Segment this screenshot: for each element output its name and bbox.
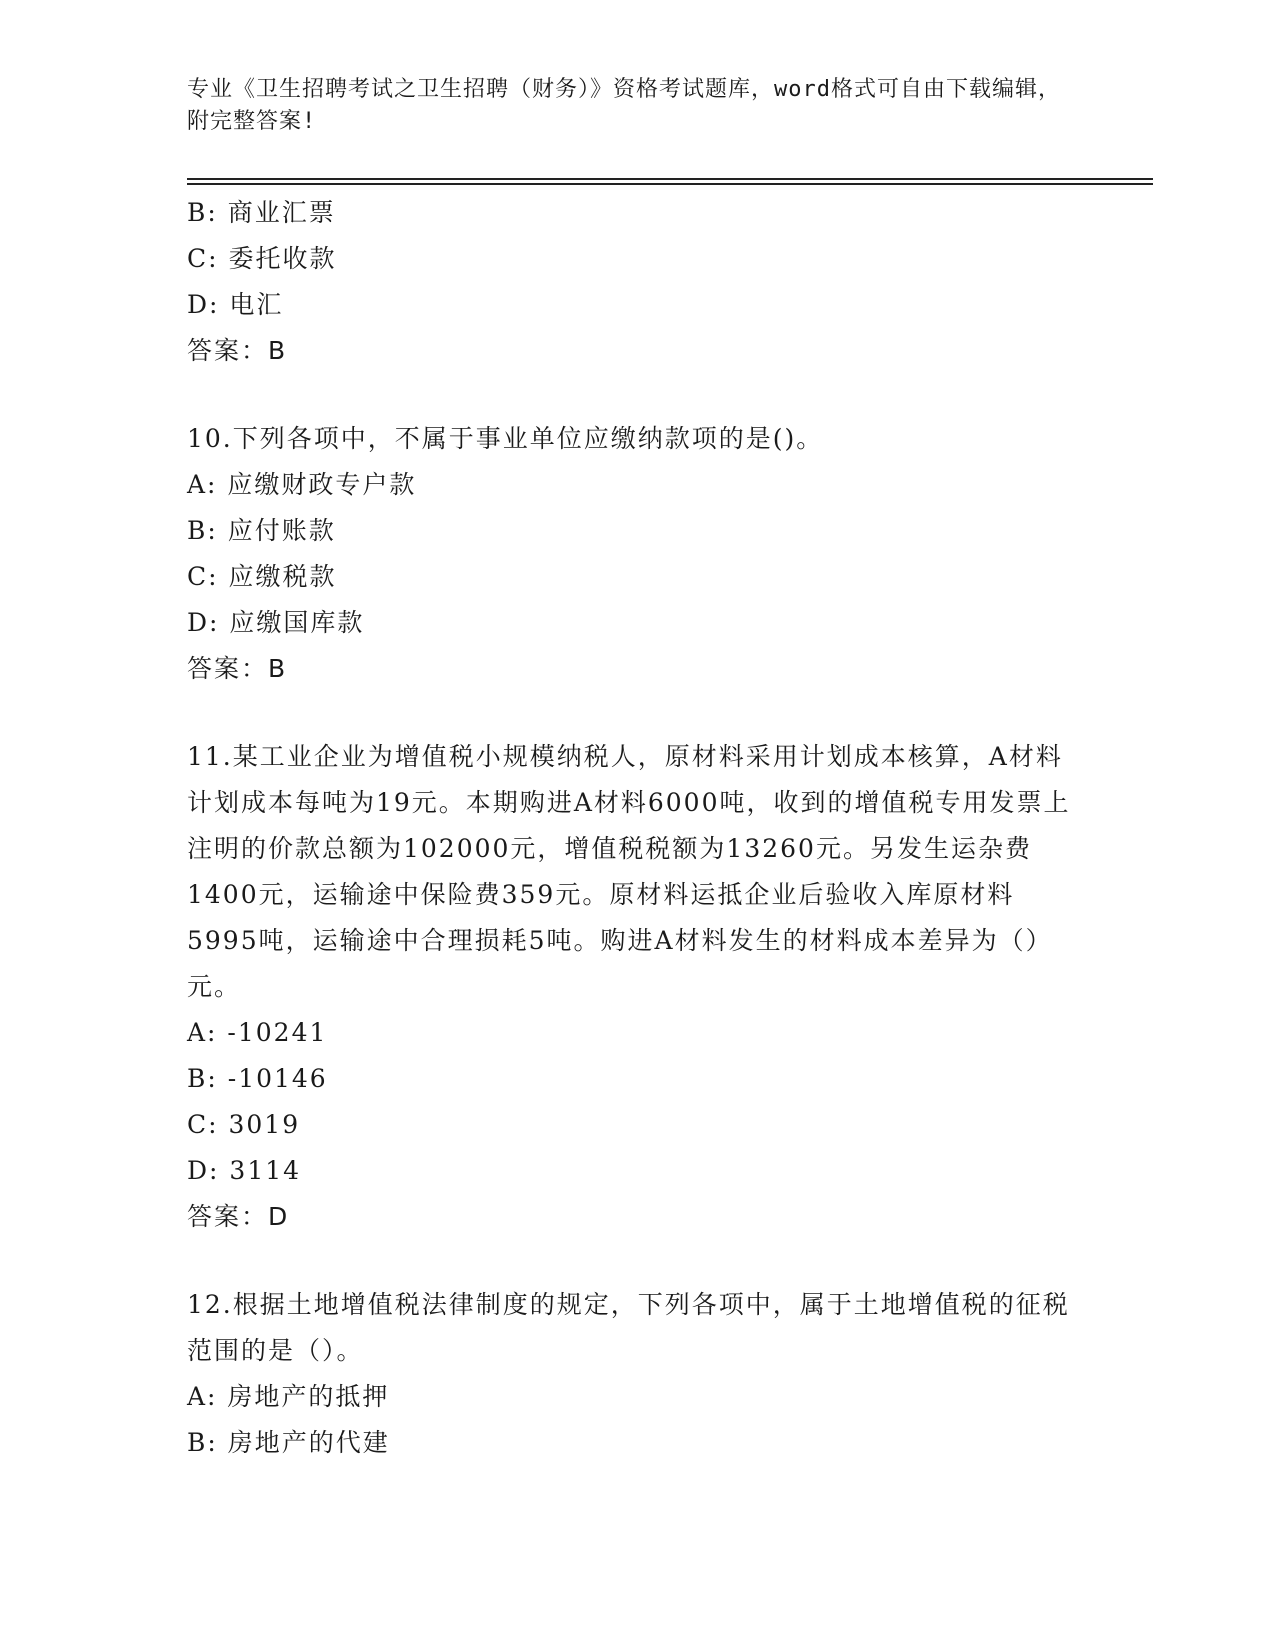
question-block-9 [187,190,1087,374]
option-c: C: 应缴税款 [187,562,337,591]
answer-line: 答案：B [187,336,288,365]
answer-line: 答案：B [187,654,288,683]
option-a: A: 应缴财政专户款 [187,470,417,499]
question-list [187,190,1087,1466]
option-b: B: 商业汇票 [187,198,336,227]
option-c: C: 委托收款 [187,244,337,273]
option-d: D: 3114 [187,1156,302,1185]
option-b: B: 房地产的代建 [187,1428,390,1457]
option-a: A: 房地产的抵押 [187,1382,390,1411]
document-header: 专业《卫生招聘考试之卫生招聘（财务）》资格考试题库，word格式可自由下载编辑，附完整答案! [187,77,1061,134]
question-stem: 10.下列各项中，不属于事业单位应缴纳款项的是()。 [187,424,824,453]
answer-line: 答案：D [187,1202,290,1231]
header-divider-top [187,178,1153,180]
question-block-12 [187,1282,1087,1466]
option-d: D: 电汇 [187,290,284,319]
question-stem: 12.根据土地增值税法律制度的规定，下列各项中，属于土地增值税的征税范围的是（）。 [187,1290,1070,1365]
question-stem: 11.某工业企业为增值税小规模纳税人，原材料采用计划成本核算，A材料计划成本每吨为19元。本期购进A材料6000吨，收到的增值税专用发票上注明的价款总额为102000元，增值税税额为13260元。另发生运杂费1400元，运输途中保险费359元。原材料运抵企业后验收入库原材料5995吨，运输途中合理损耗5吨。购进A材料发生的材料成本差异为（）元。 [187,742,1071,1001]
option-b: B: -10146 [187,1064,328,1093]
option-c: C: 3019 [187,1110,301,1139]
question-block-10 [187,416,1087,692]
option-b: B: 应付账款 [187,516,336,545]
option-a: A: -10241 [187,1018,328,1047]
question-block-11 [187,734,1087,1240]
header-divider-bottom [187,183,1153,185]
option-d: D: 应缴国库款 [187,608,365,637]
